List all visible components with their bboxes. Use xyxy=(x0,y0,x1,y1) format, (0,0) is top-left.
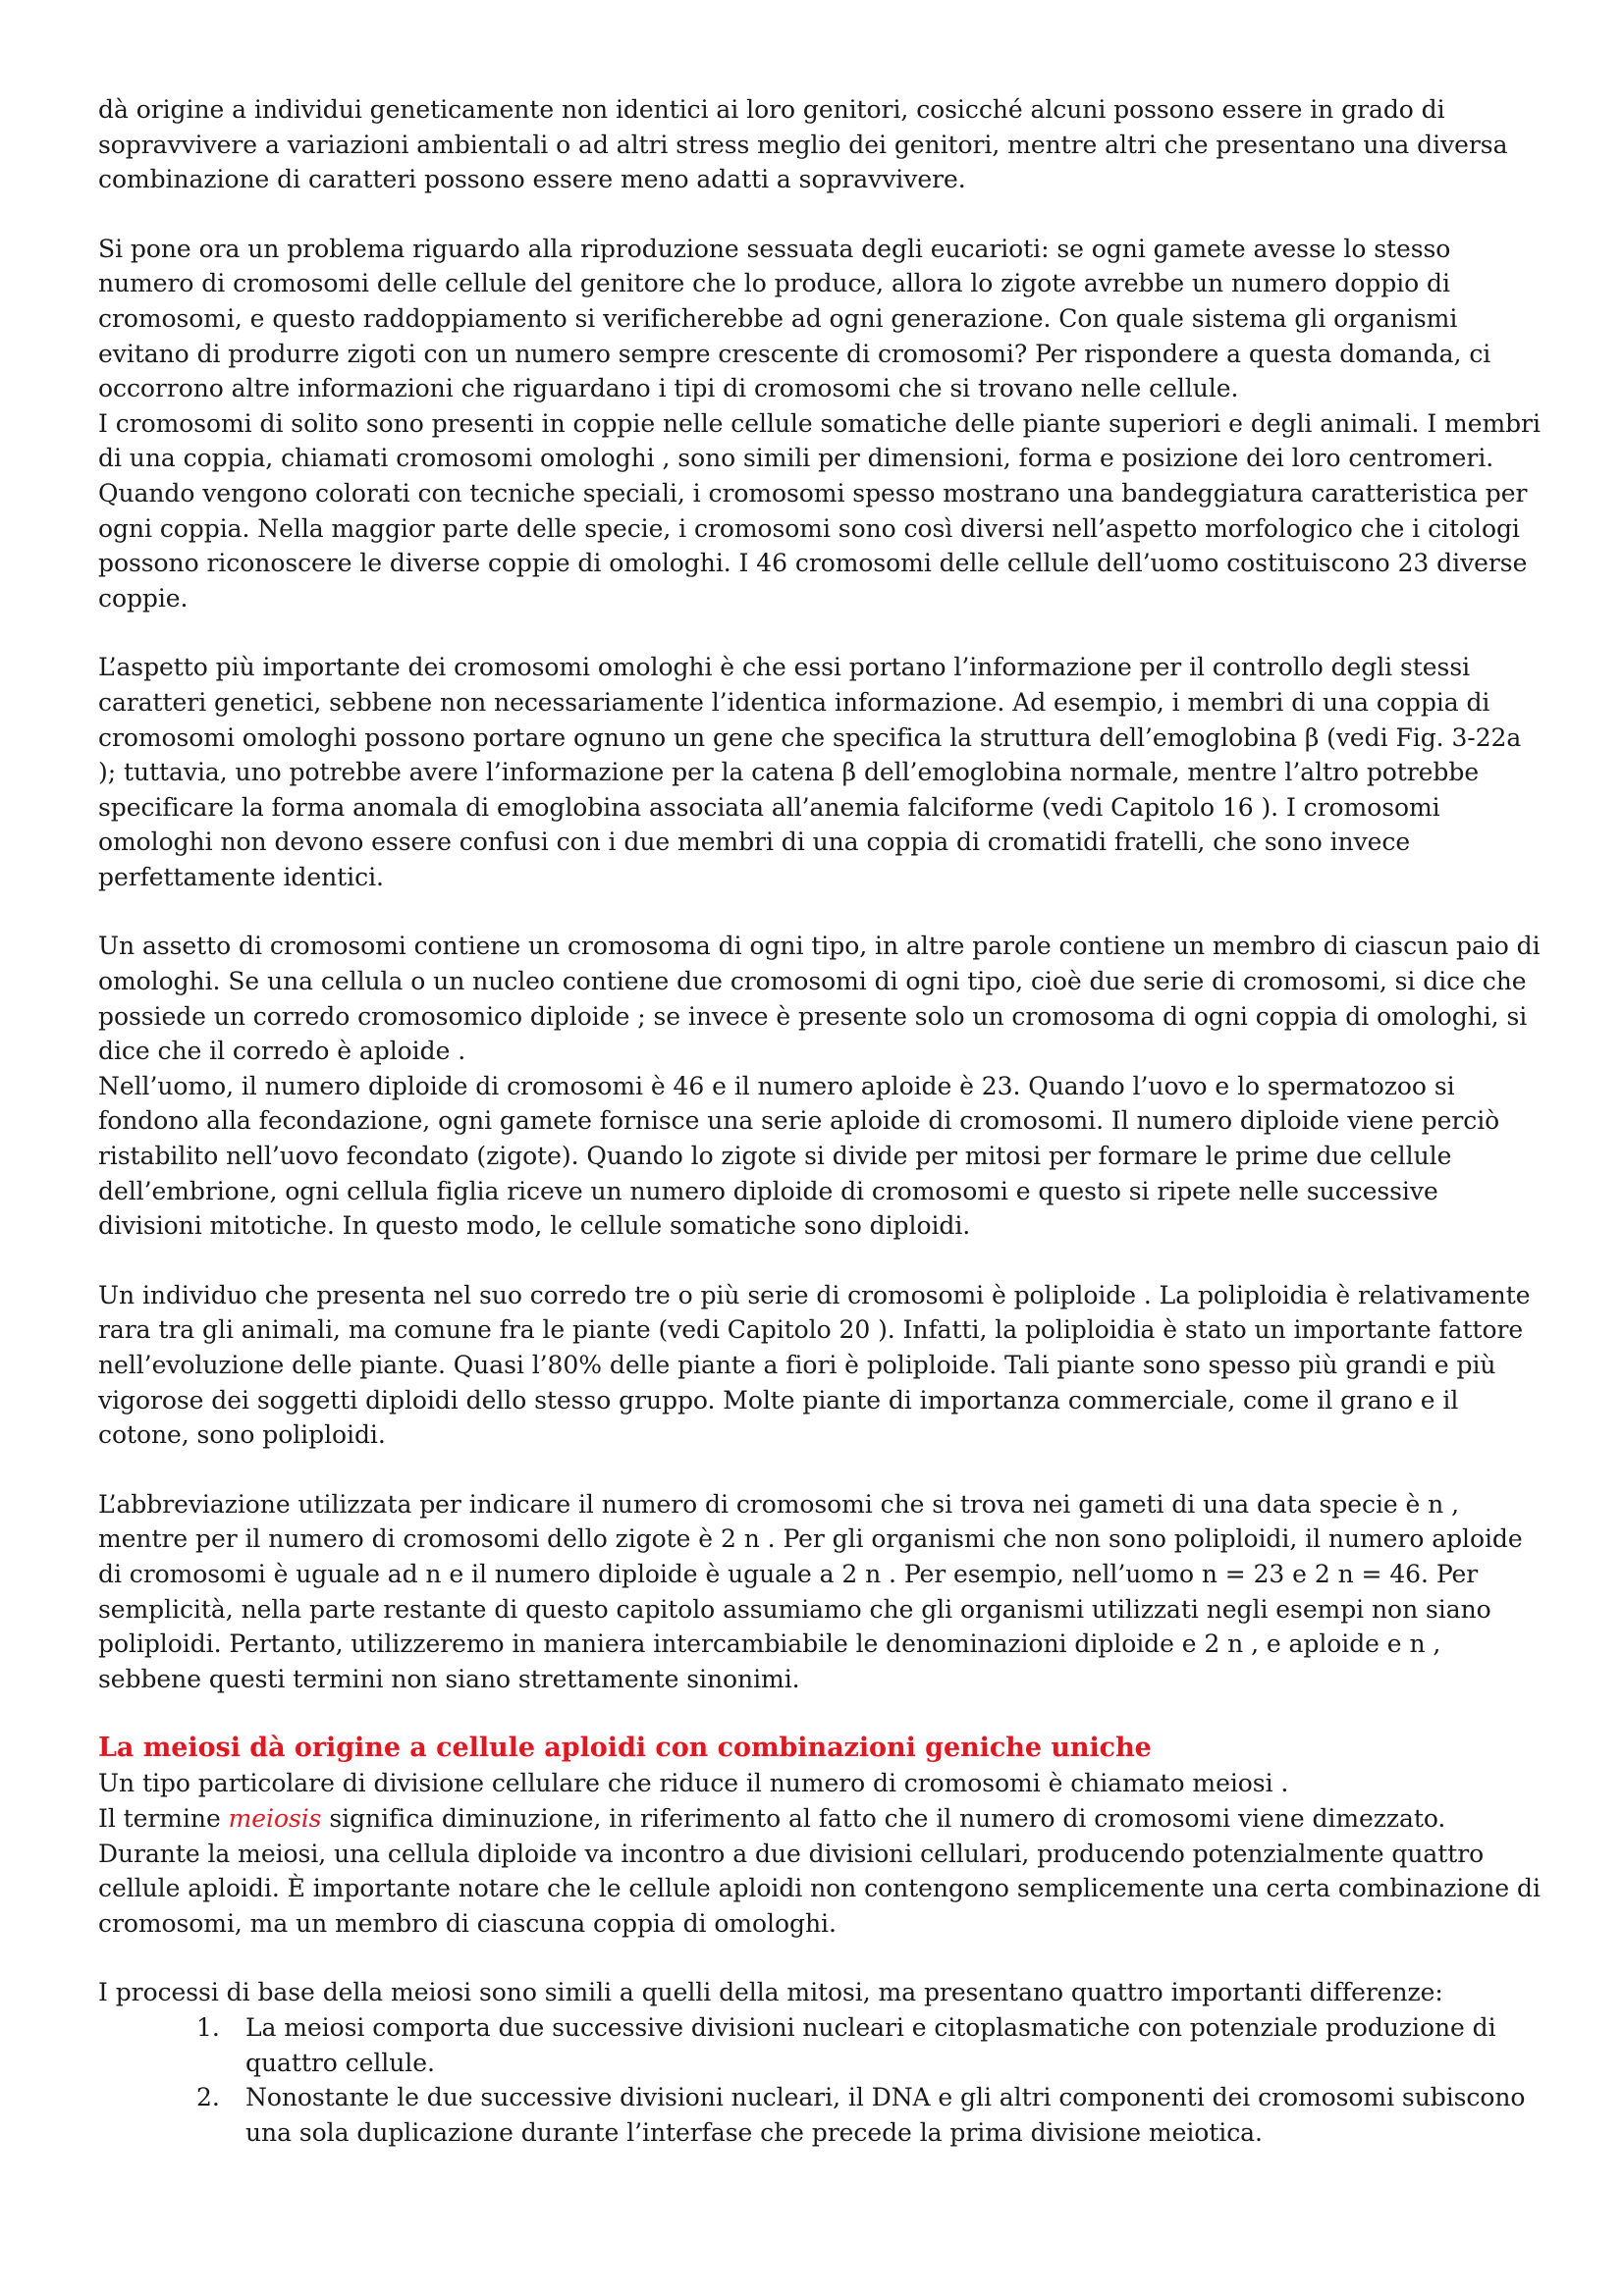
section-heading: La meiosi dà origine a cellule aploidi con combinazioni geniche uniche xyxy=(98,1733,1152,1764)
paragraph-10-rest: significa diminuzione, in riferimento al fatto che il numero di cromosomi viene dimezzato. Durante la meiosi, una cellula diploide va incontro a due divisioni cellulari, producendo potenzialmente quattro cellule aploidi. È importante notare che le cellule aploidi non contengono semplicemente una certa combinazione di cromosomi, ma un membro di ciascuna coppia di omologhi. xyxy=(98,1803,1541,1938)
meiosis-term: meiosis xyxy=(228,1803,322,1833)
paragraph-10-lead: Il termine xyxy=(98,1803,229,1833)
paragraph-10 xyxy=(98,1801,1542,1941)
paragraph-4: L’aspetto più importante dei cromosomi omologhi è che essi portano l’informazione per il controllo degli stessi caratteri genetici, sebbene non necessariamente l’identica informazione. Ad esempio, i membri di una coppia di cromosomi omologhi possono portare ognuno un gene che specifica la struttura dell’emoglobina β (vedi Fig. 3-22a ); tuttavia, uno potrebbe avere l’informazione per la catena β dell’emoglobina normale, mentre l’altro potrebbe specificare la forma anomala di emoglobina associata all’anemia falciforme (vedi Capitolo 16 ). I cromosomi omologhi non devono essere confusi con i due membri di una coppia di cromatidi fratelli, che sono invece perfettamente identici. xyxy=(98,653,1522,891)
list-item-number: 2. xyxy=(196,2083,220,2112)
paragraph-2: Si pone ora un problema riguardo alla riproduzione sessuata degli eucarioti: se ogni gamete avesse lo stesso numero di cromosomi delle cellule del genitore che lo produce, allora lo zigote avrebbe un numero doppio di cromosomi, e questo raddoppiamento si verificherebbe ad ogni generazione. Con quale sistema gli organismi evitano di produrre zigoti con un numero sempre crescente di cromosomi? Per rispondere a questa domanda, ci occorrono altre informazioni che riguardano i tipi di cromosomi che si trovano nelle cellule. xyxy=(98,234,1491,403)
list-item xyxy=(98,2080,1542,2150)
list-item-text: La meiosi comporta due successive divisioni nucleari e citoplasmatiche con potenziale produzione di quattro cellule. xyxy=(245,2012,1496,2077)
list-item xyxy=(98,2010,1542,2080)
paragraph-5: Un assetto di cromosomi contiene un cromosoma di ogni tipo, in altre parole contiene un membro di ciascun paio di omologhi. Se una cellula o un nucleo contiene due cromosomi di ogni tipo, cioè due serie di cromosomi, si dice che possiede un corredo cromosomico diploide ; se invece è presente solo un cromosoma di ogni coppia di omologhi, si dice che il corredo è aploide . xyxy=(98,932,1541,1066)
list-item-number: 1. xyxy=(196,2012,220,2042)
paragraph-8: L’abbreviazione utilizzata per indicare il numero di cromosomi che si trova nei gameti di una data specie è n , mentre per il numero di cromosomi dello zigote è 2 n . Per gli organismi che non sono poliploidi, il numero aploide di cromosomi è uguale ad n e il numero diploide è uguale a 2 n . Per esempio, nell’uomo n = 23 e 2 n = 46. Per semplicità, nella parte restante di questo capitolo assumiamo che gli organismi utilizzati negli esempi non siano poliploidi. Pertanto, utilizzeremo in maniera intercambiabile le denominazioni diploide e 2 n , e aploide e n , sebbene questi termini non siano strettamente sinonimi. xyxy=(98,1489,1523,1693)
paragraph-9: Un tipo particolare di divisione cellulare che riduce il numero di cromosomi è chiamato meiosi . xyxy=(98,1769,1289,1798)
paragraph-3: I cromosomi di solito sono presenti in coppie nelle cellule somatiche delle piante superiori e degli animali. I membri di una coppia, chiamati cromosomi omologhi , sono simili per dimensioni, forma e posizione dei loro centromeri. Quando vengono colorati con tecniche speciali, i cromosomi spesso mostrano una bandeggiatura caratteristica per ogni coppia. Nella maggior parte delle specie, i cromosomi sono così diversi nell’aspetto morfologico che i citologi possono riconoscere le diverse coppie di omologhi. I 46 cromosomi delle cellule dell’uomo costituiscono 23 diverse coppie. xyxy=(98,408,1541,613)
paragraph-6: Nell’uomo, il numero diploide di cromosomi è 46 e il numero aploide è 23. Quando l’uovo e lo spermatozoo si fondono alla fecondazione, ogni gamete fornisce una serie aploide di cromosomi. Il numero diploide viene perciò ristabilito nell’uovo fecondato (zigote). Quando lo zigote si divide per mitosi per formare le prime due cellule dell’embrione, ogni cellula figlia riceve un numero diploide di cromosomi e questo si ripete nelle successive divisioni mitotiche. In questo modo, le cellule somatiche sono diploidi. xyxy=(98,1071,1500,1241)
paragraph-7: Un individuo che presenta nel suo corredo tre o più serie di cromosomi è poliploide . La poliploidia è relativamente rara tra gli animali, ma comune fra le piante (vedi Capitolo 20 ). Infatti, la poliploidia è stato un importante fattore nell’evoluzione delle piante. Quasi l’80% delle piante a fiori è poliploide. Tali piante sono spesso più grandi e più vigorose dei soggetti diploidi dello stesso gruppo. Molte piante di importanza commerciale, come il grano e il cotone, sono poliploidi. xyxy=(98,1280,1531,1450)
paragraph-11: I processi di base della meiosi sono simili a quelli della mitosi, ma presentano quattro importanti differenze: xyxy=(98,1978,1443,2007)
paragraph-1: dà origine a individui geneticamente non identici ai loro genitori, cosicché alcuni possono essere in grado di sopravvivere a variazioni ambientali o ad altri stress meglio dei genitori, mentre altri che presentano una diversa combinazione di caratteri possono essere meno adatti a sopravvivere. xyxy=(98,95,1508,194)
list-item-text: Nonostante le due successive divisioni nucleari, il DNA e gli altri componenti dei cromosomi subiscono una sola duplicazione durante l’interfase che precede la prima divisione meiotica. xyxy=(245,2083,1526,2147)
differences-list xyxy=(98,2010,1542,2150)
document-page xyxy=(98,92,1542,2150)
